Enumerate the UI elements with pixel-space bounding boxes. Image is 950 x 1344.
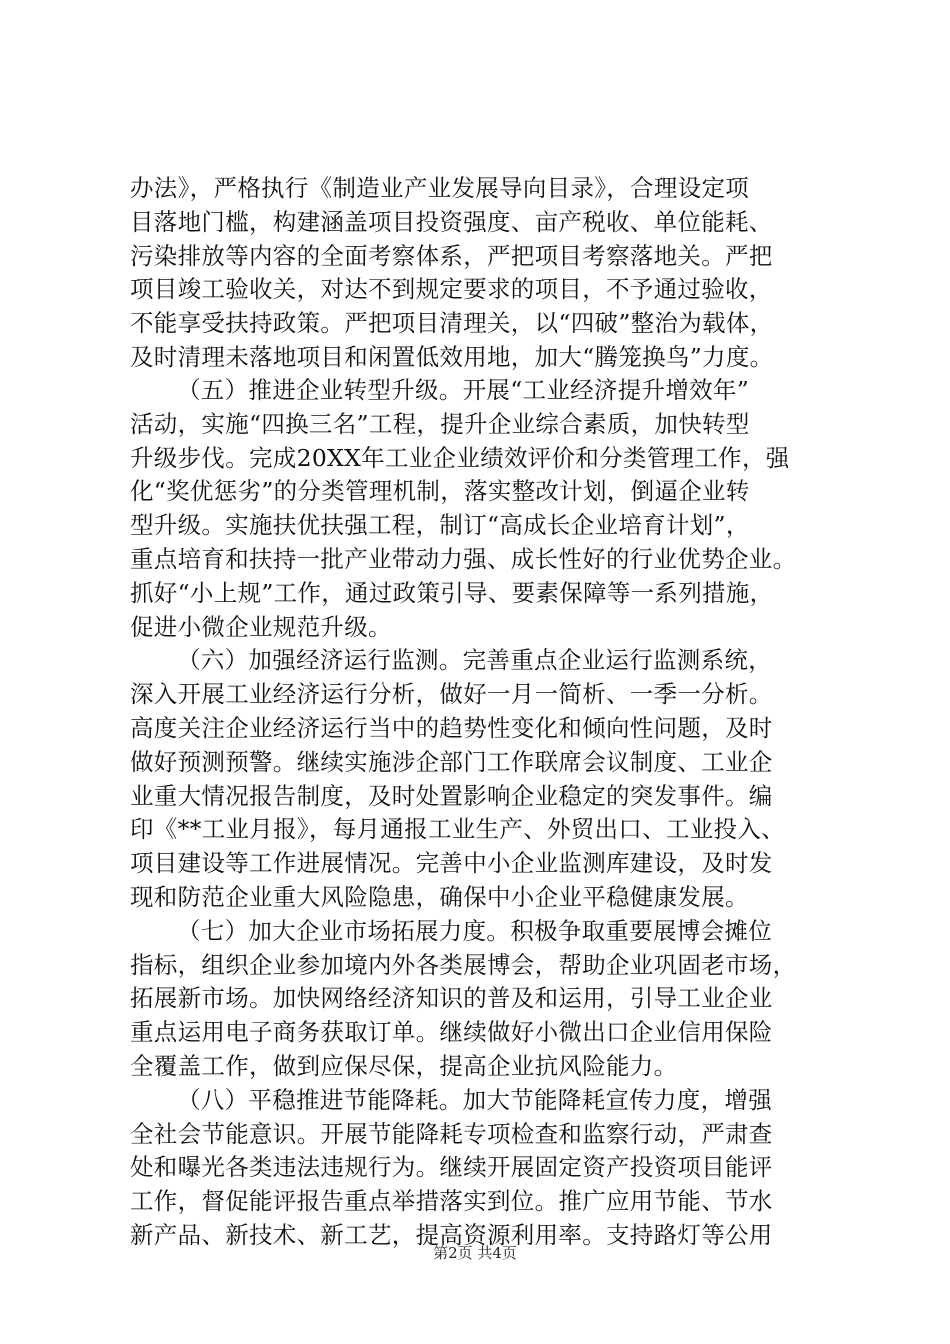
paragraph-block-1 <box>130 172 830 375</box>
paragraph-heading-7: （七）加大企业市场拓展力度。积极争取重要展博会摊位 <box>177 916 772 945</box>
text-line: 重点培育和扶持一批产业带动力强、成长性好的行业优势企业。 <box>130 544 797 573</box>
text-line: 型升级。实施扶优扶强工程，制订“高成长企业培育计划”， <box>130 511 750 540</box>
paragraph-heading-8: （八）平稳推进节能降耗。加大节能降耗宣传力度，增强 <box>177 1085 772 1114</box>
text-line: 业重大情况报告制度，及时处置影响企业稳定的突发事件。编 <box>130 781 773 810</box>
text-line: 办法》，严格执行《制造业产业发展导向目录》，合理设定项 <box>130 174 750 202</box>
text-line: 处和曝光各类违法违规行为。继续开展固定资产投资项目能评 <box>130 1153 773 1182</box>
text-line: 抓好“小上规”工作，通过政策引导、要素保障等一系列措施， <box>130 578 774 607</box>
text-line: 印《**工业月报》，每月通报工业生产、外贸出口、工业投入、 <box>130 815 785 844</box>
text-line: 及时清理未落地项目和闲置低效用地，加大“腾笼换鸟”力度。 <box>130 342 774 371</box>
text-line: 深入开展工业经济运行分析，做好一月一简析、一季一分析。 <box>130 680 773 709</box>
text-line: 做好预测预警。继续实施涉企部门工作联席会议制度、工业企 <box>130 747 773 776</box>
text-line: 污染排放等内容的全面考察体系，严把项目考察落地关。严把 <box>130 241 773 270</box>
paragraph-heading-5: （五）推进企业转型升级。开展“工业经济提升增效年” <box>177 376 750 404</box>
text-line: 促进小微企业规范升级。 <box>130 612 392 641</box>
page-number-footer: 第2页 共4页 <box>433 1244 517 1262</box>
text-line: 现和防范企业重大风险隐患，确保中小企业平稳健康发展。 <box>130 882 749 911</box>
text-line: 工作，督促能评报告重点举措落实到位。推广应用节能、节水 <box>130 1187 773 1216</box>
text-line: 新产品、新技术、新工艺，提高资源利用率。支持路灯等公用 <box>130 1220 773 1249</box>
text-line: 活动，实施“四换三名”工程，提升企业综合素质，加快转型 <box>130 409 750 438</box>
text-line: 拓展新市场。加快网络经济知识的普及和运用，引导工业企业 <box>130 984 773 1013</box>
paragraph-heading-6: （六）加强经济运行监测。完善重点企业运行监测系统， <box>177 646 772 675</box>
text-line: 重点运用电子商务获取订单。继续做好小微出口企业信用保险 <box>130 1018 773 1047</box>
text-line: 不能享受扶持政策。严把项目清理关，以“四破”整治为载体， <box>130 309 774 338</box>
paragraph-block-2 <box>130 374 830 1287</box>
text-line: 升级步伐。完成20XX年工业企业绩效评价和分类管理工作，强 <box>130 443 790 472</box>
text-line: 全覆盖工作，做到应保尽保，提高企业抗风险能力。 <box>130 1051 678 1080</box>
text-line: 指标，组织企业参加境内外各类展博会，帮助企业巩固老市场， <box>130 950 797 979</box>
text-line: 化“奖优惩劣”的分类管理机制，落实整改计划，倒逼企业转 <box>130 477 750 506</box>
text-line: 高度关注企业经济运行当中的趋势性变化和倾向性问题，及时 <box>130 713 773 742</box>
text-line: 全社会节能意识。开展节能降耗专项检查和监察行动，严肃查 <box>130 1119 773 1148</box>
text-line: 项目竣工验收关，对达不到规定要求的项目，不予通过验收， <box>130 275 773 304</box>
text-line: 目落地门槛，构建涵盖项目投资强度、亩产税收、单位能耗、 <box>130 207 773 236</box>
text-line: 项目建设等工作进展情况。完善中小企业监测库建设，及时发 <box>130 849 773 878</box>
